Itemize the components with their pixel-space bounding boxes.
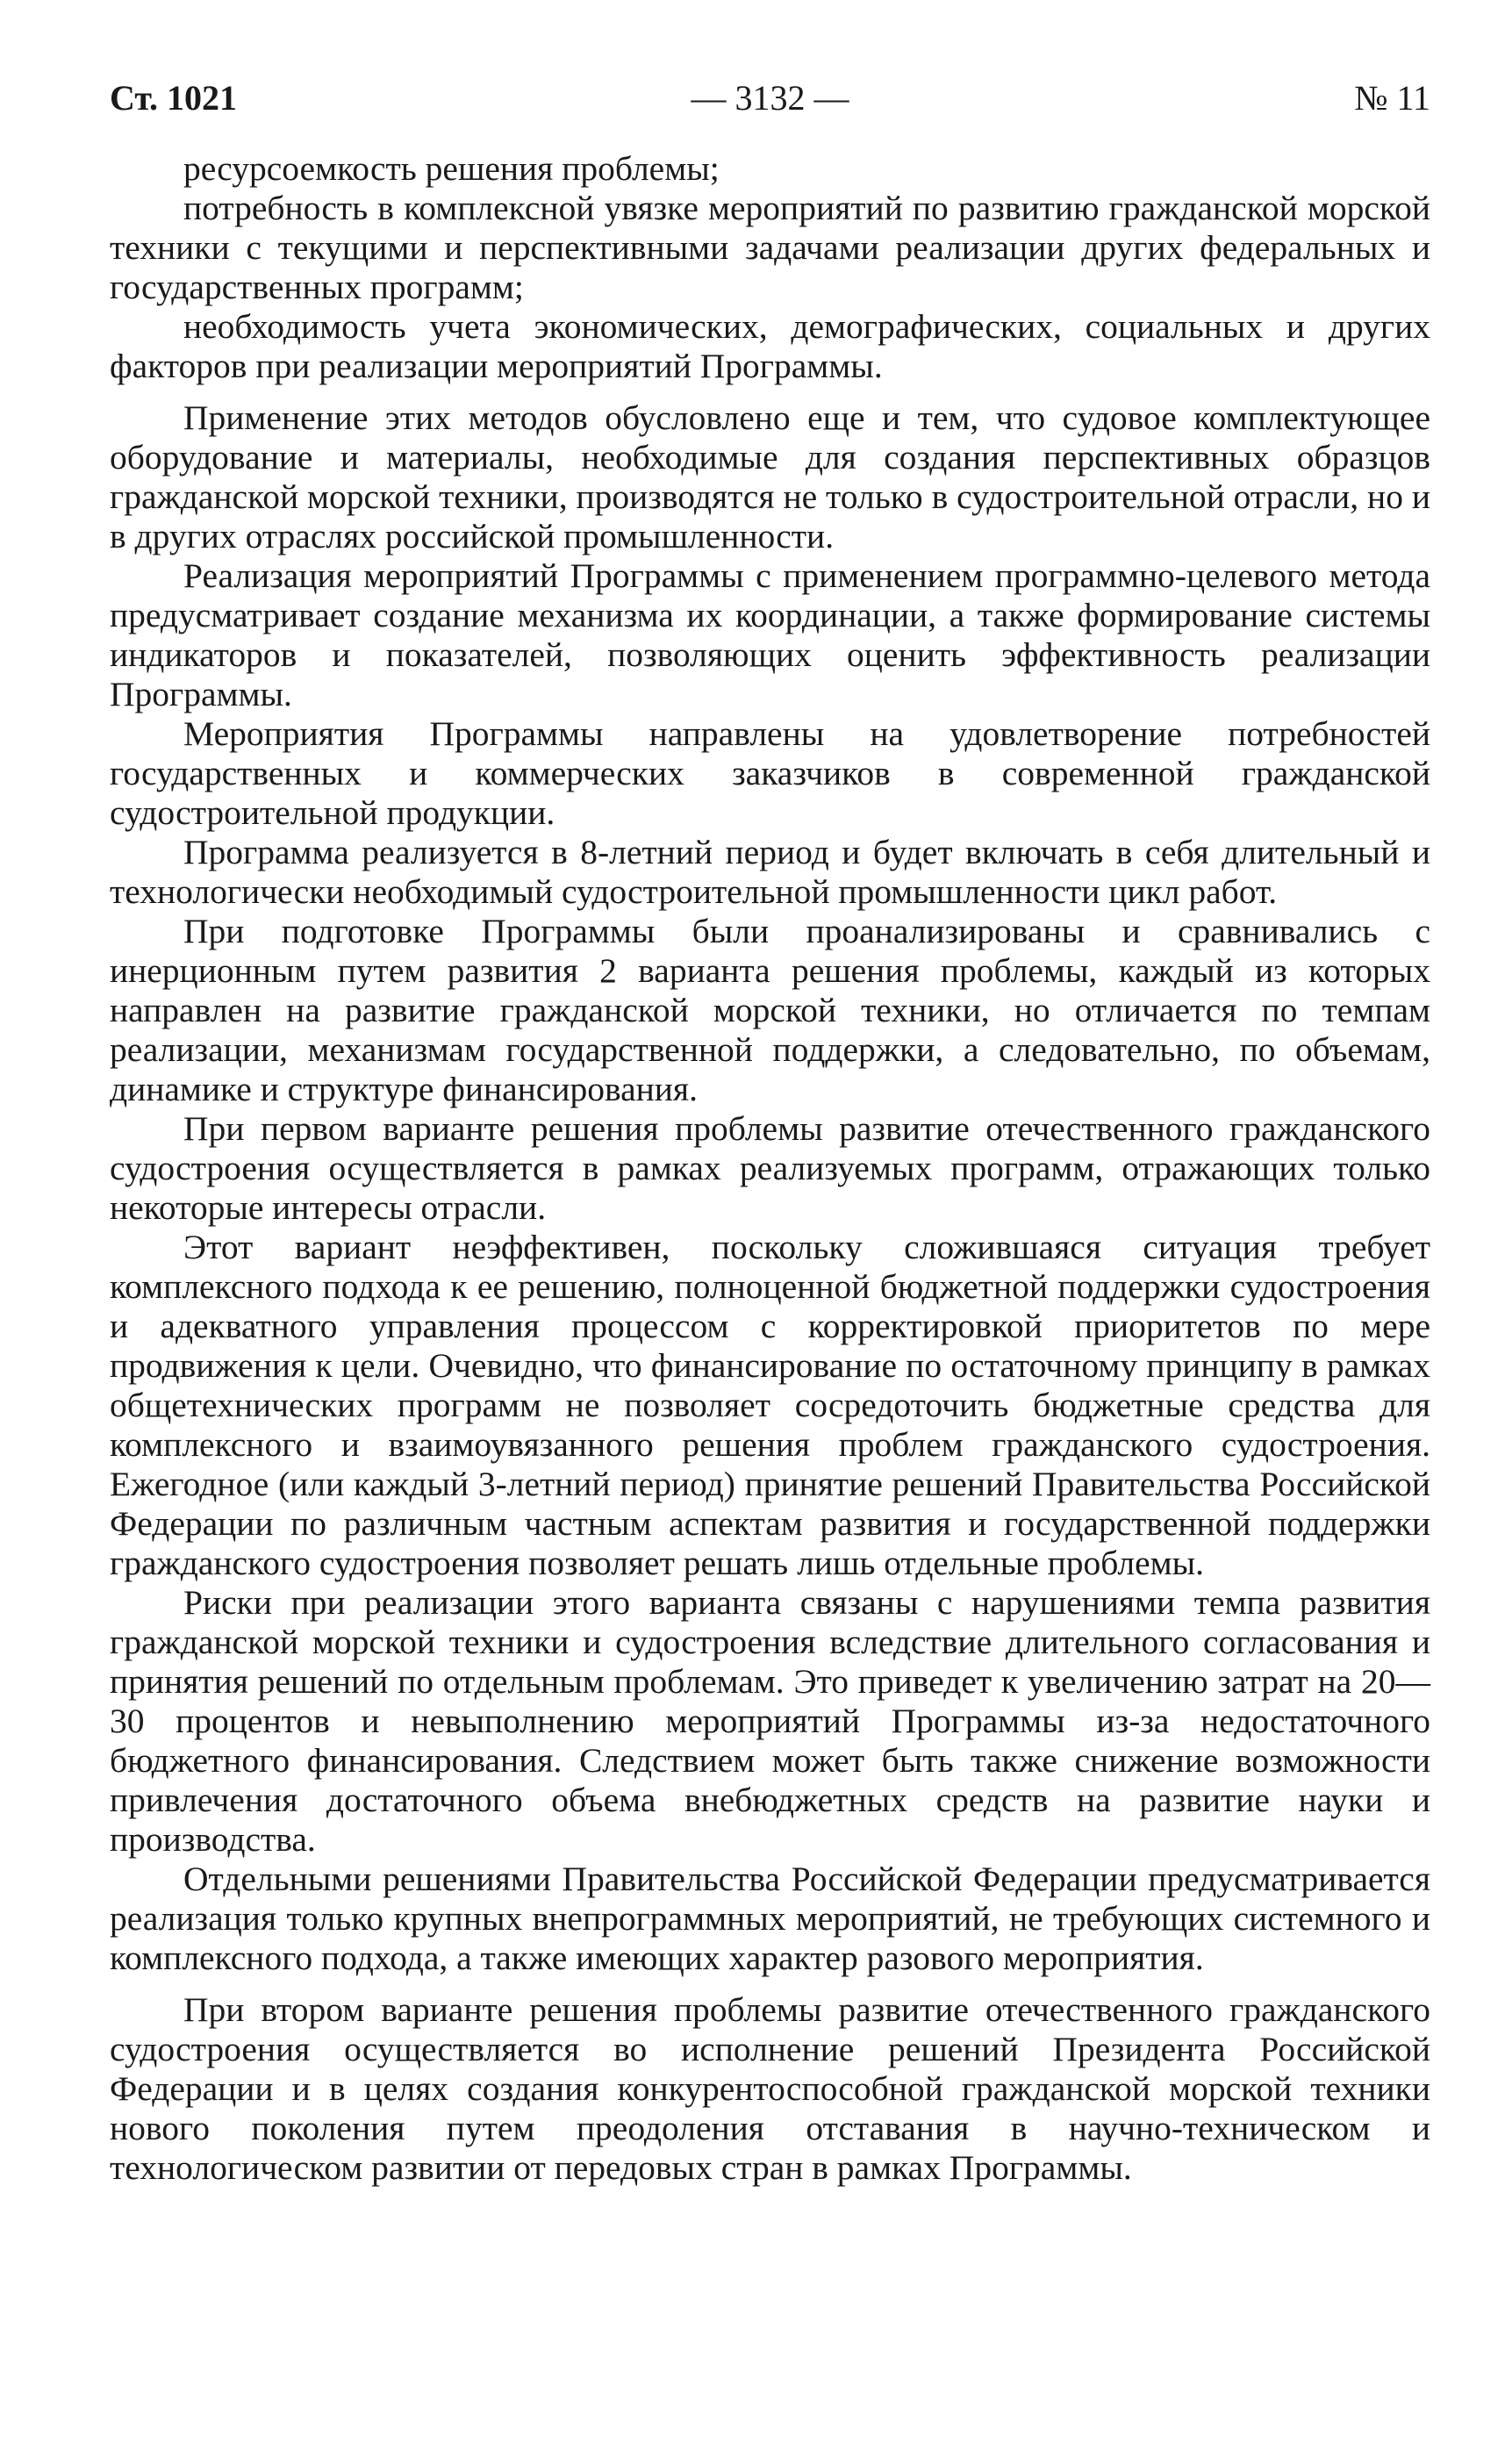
article-number: Ст. 1021	[110, 78, 237, 118]
page-header	[110, 72, 1430, 125]
paragraph: При подготовке Программы были проанализированы и сравнивались с инерционным путем развития 2 варианта решения проблемы, каждый из которых направлен на развитие гражданской морской техники, но отличается по темпам реализации, механизмам государственной поддержки, а следовательно, по объемам, динамике и структуре финансирования.	[110, 912, 1430, 1108]
paragraph: Этот вариант неэффективен, поскольку сложившаяся ситуация требует комплексного подхода к ее решению, полноценной бюджетной поддержки судостроения и адекватного управления процессом с корректировкой приоритетов по мере продвижения к цели. Очевидно, что финансирование по остаточному принципу в рамках общетехнических программ не позволяет сосредоточить бюджетные средства для комплексного и взаимоувязанного решения проблем гражданского судостроения. Ежегодное (или каждый 3-летний период) принятие решений Правительства Российской Федерации по различным частным аспектам развития и государственной поддержки гражданского судостроения позволяет решать лишь отдельные проблемы.	[110, 1228, 1430, 1582]
issue-number: № 11	[1354, 78, 1430, 118]
document-body	[110, 149, 1430, 2188]
paragraph: При первом варианте решения проблемы развитие отечественного гражданского судостроения осуществляется в рамках реализуемых программ, отражающих только некоторые интересы отрасли.	[110, 1109, 1430, 1227]
paragraph: потребность в комплексной увязке мероприятий по развитию гражданской морской техники с текущими и перспективными задачами реализации других федеральных и государственных программ;	[110, 189, 1430, 306]
paragraph: ресурсоемкость решения проблемы;	[183, 149, 720, 188]
document-page	[110, 72, 1430, 2188]
paragraph: Программа реализуется в 8-летний период и будет включать в себя длительный и технологически необходимый судостроительной промышленности цикл работ.	[110, 833, 1430, 911]
paragraph: Мероприятия Программы направлены на удовлетворение потребностей государственных и коммерческих заказчиков в современной гражданской судостроительной продукции.	[110, 714, 1430, 832]
paragraph: Отдельными решениями Правительства Российской Федерации предусматривается реализация только крупных внепрограммных мероприятий, не требующих системного и комплексного подхода, а также имеющих характер разового мероприятия.	[110, 1860, 1430, 1977]
paragraph: Применение этих методов обусловлено еще и тем, что судовое комплектующее оборудование и материалы, необходимые для создания перспективных образцов гражданской морской техники, производятся не только в судостроительной отрасли, но и в других отраслях российской промышленности.	[110, 398, 1430, 555]
page-number: — 3132 —	[691, 78, 849, 118]
paragraph: Реализация мероприятий Программы с применением программно-целевого метода предусматривает создание механизма их координации, а также формирование системы индикаторов и показателей, позволяющих оценить эффективность реализации Программы.	[110, 556, 1430, 713]
paragraph: При втором варианте решения проблемы развитие отечественного гражданского судостроения осуществляется во исполнение решений Президента Российской Федерации и в целях создания конкурентоспособной гражданской морской техники нового поколения путем преодоления отставания в научно-техническом и технологическом развитии от передовых стран в рамках Программы.	[110, 1990, 1430, 2187]
paragraph: Риски при реализации этого варианта связаны с нарушениями темпа развития гражданской морской техники и судостроения вследствие длительного согласования и принятия решений по отдельным проблемам. Это приведет к увеличению затрат на 20—30 процентов и невыполнению мероприятий Программы из-за недостаточного бюджетного финансирования. Следствием может быть также снижение возможности привлечения достаточного объема внебюджетных средств на развитие науки и производства.	[110, 1583, 1430, 1859]
paragraph: необходимость учета экономических, демографических, социальных и других факторов при реализации мероприятий Программы.	[110, 307, 1430, 385]
